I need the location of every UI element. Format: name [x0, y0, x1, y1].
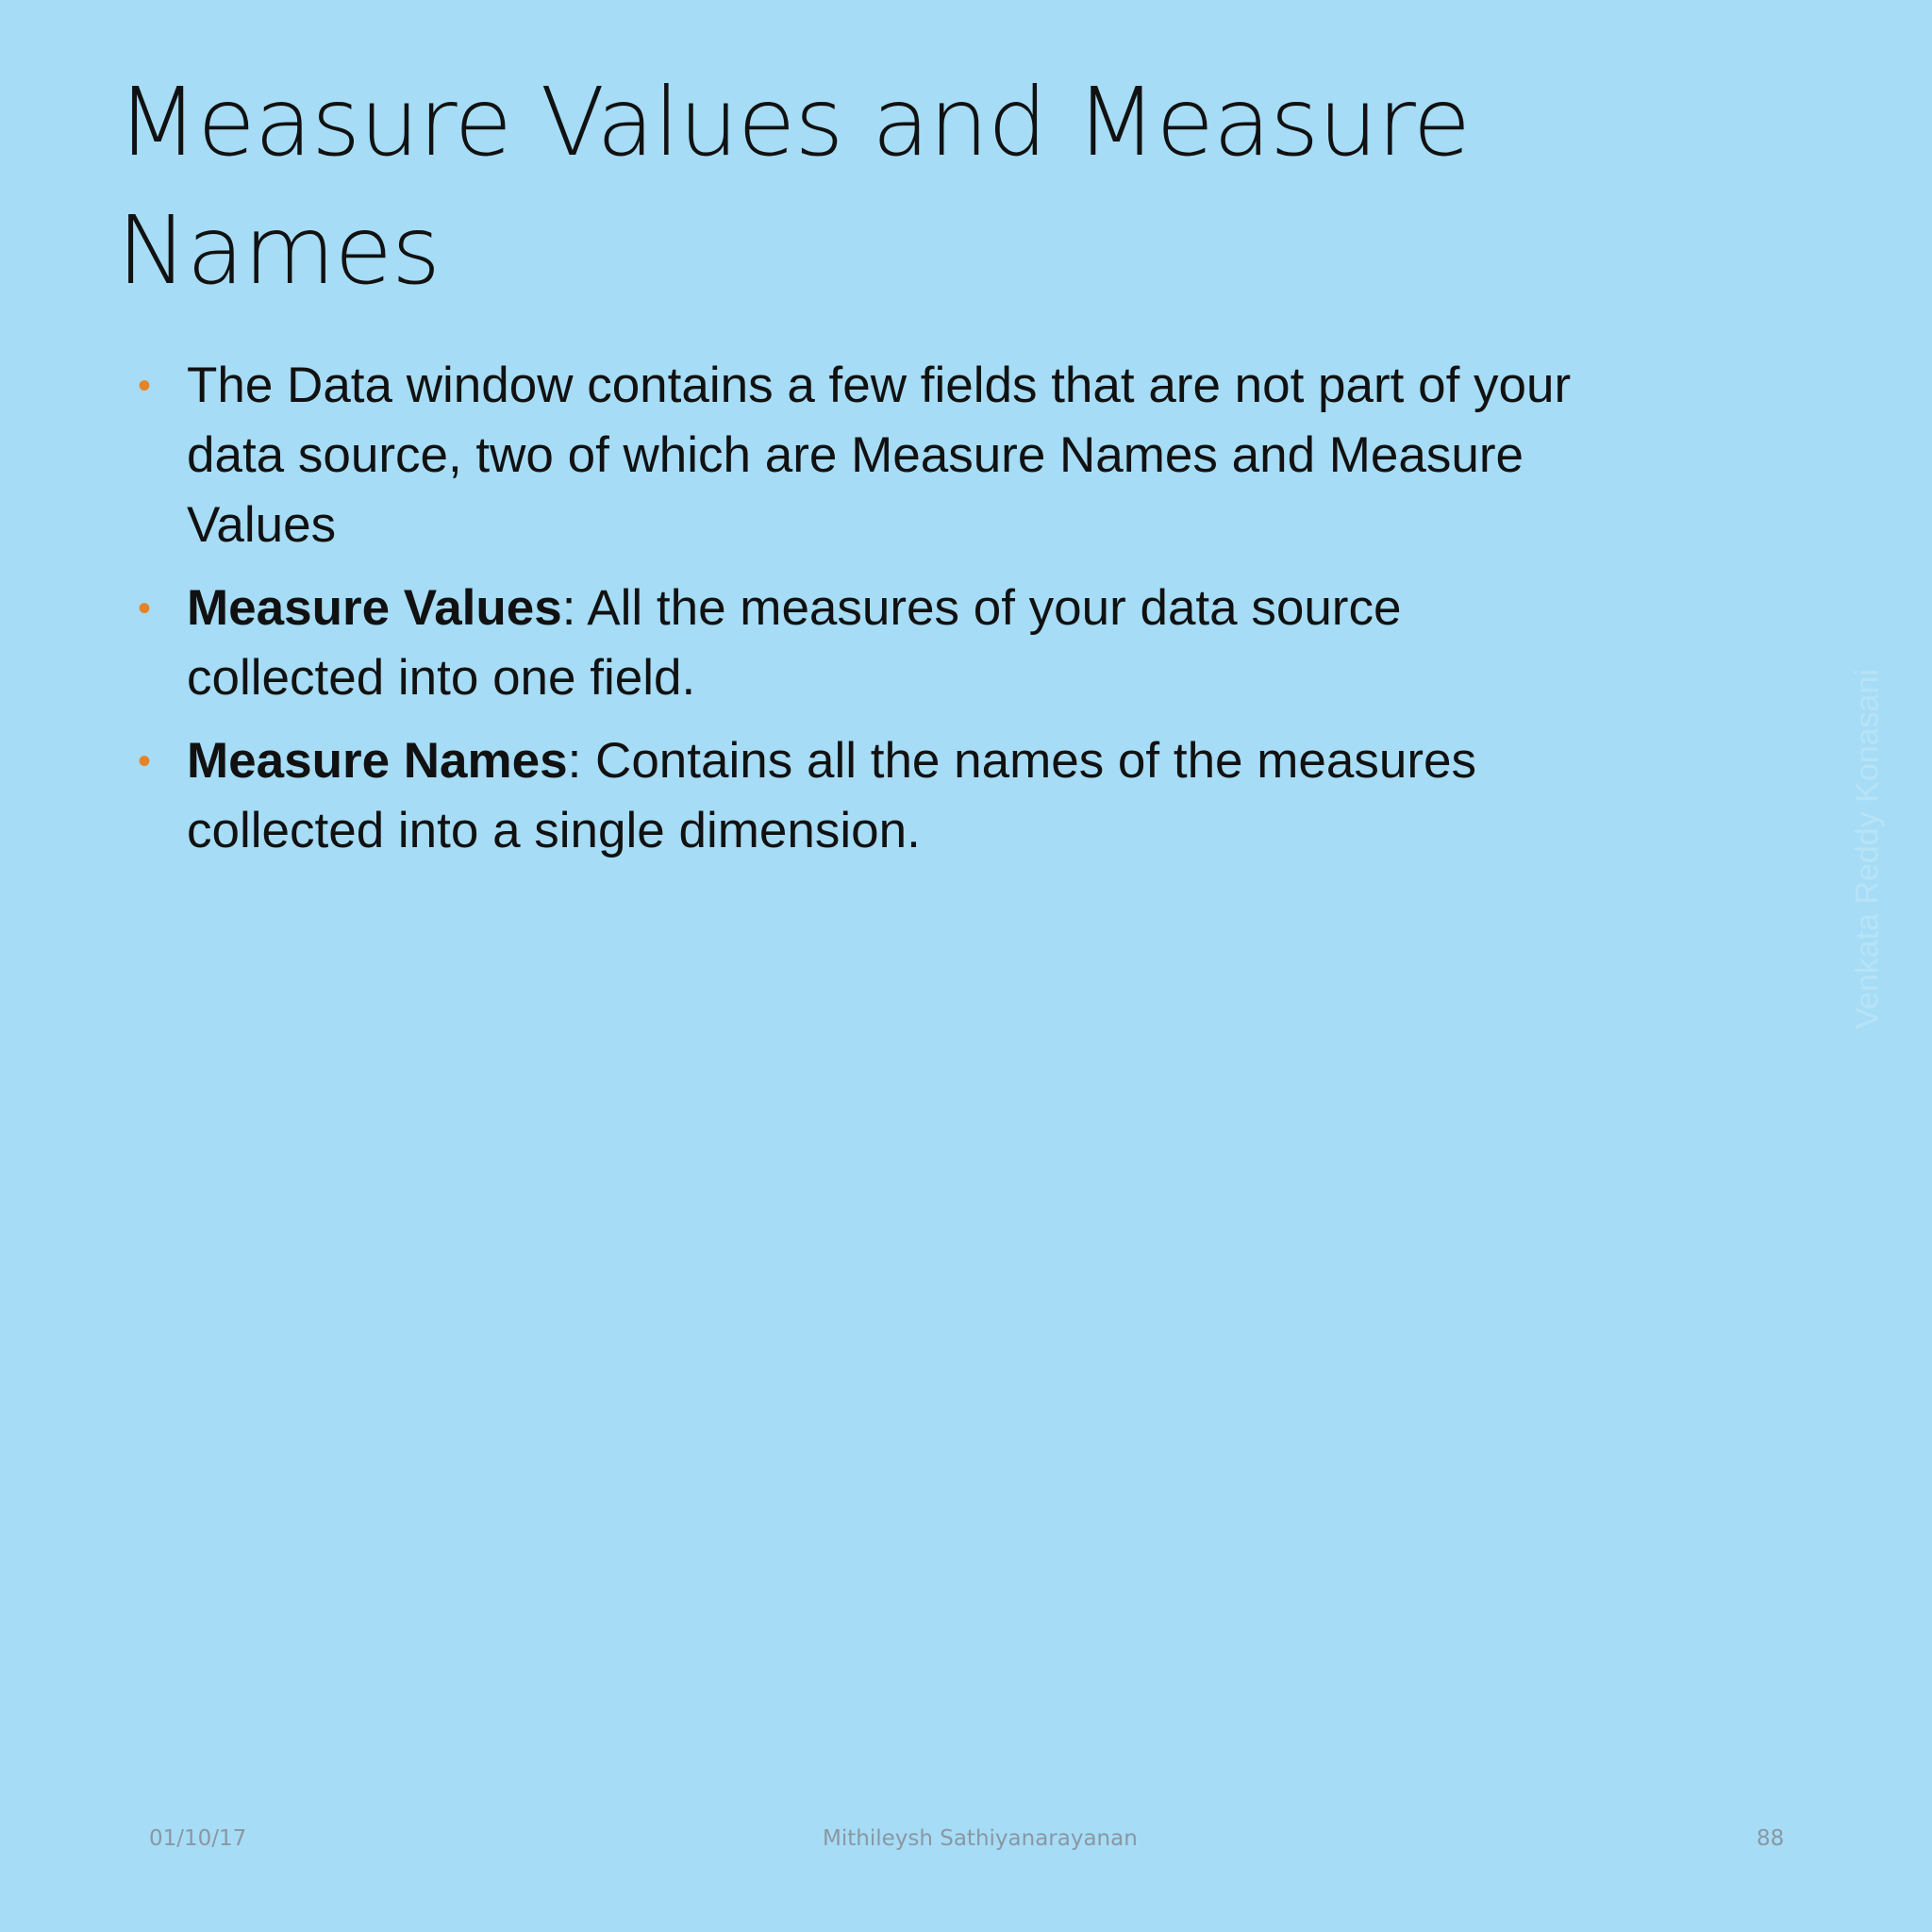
bullet-list: [138, 351, 1609, 879]
bullet-icon: •: [138, 365, 152, 407]
bullet-icon: •: [138, 741, 152, 782]
bullet-text: The Data window contains a few fields that are not part of your data source, two of which are Measure Names and Measure Values: [187, 358, 1572, 553]
bullet-term: Measure Names: [187, 733, 568, 789]
bullet-item: [138, 574, 1609, 713]
footer-author: Mithileysh Sathiyanarayanan: [823, 1826, 1138, 1851]
bullet-item: [138, 351, 1609, 560]
watermark: Venkata Reddy Konasani: [1849, 669, 1886, 1029]
bullet-term: Measure Values: [187, 580, 562, 636]
footer-date: 01/10/17: [149, 1826, 247, 1851]
bullet-icon: •: [138, 588, 152, 629]
bullet-text: : All the measures of your data source collected into one field.: [187, 580, 1402, 706]
bullet-text: : Contains all the names of the measures collected into a single dimension.: [187, 733, 1476, 858]
slide-title: Measure Values and Measure Names: [117, 67, 1471, 306]
page-number: 88: [1757, 1826, 1785, 1851]
bullet-item: [138, 726, 1609, 866]
